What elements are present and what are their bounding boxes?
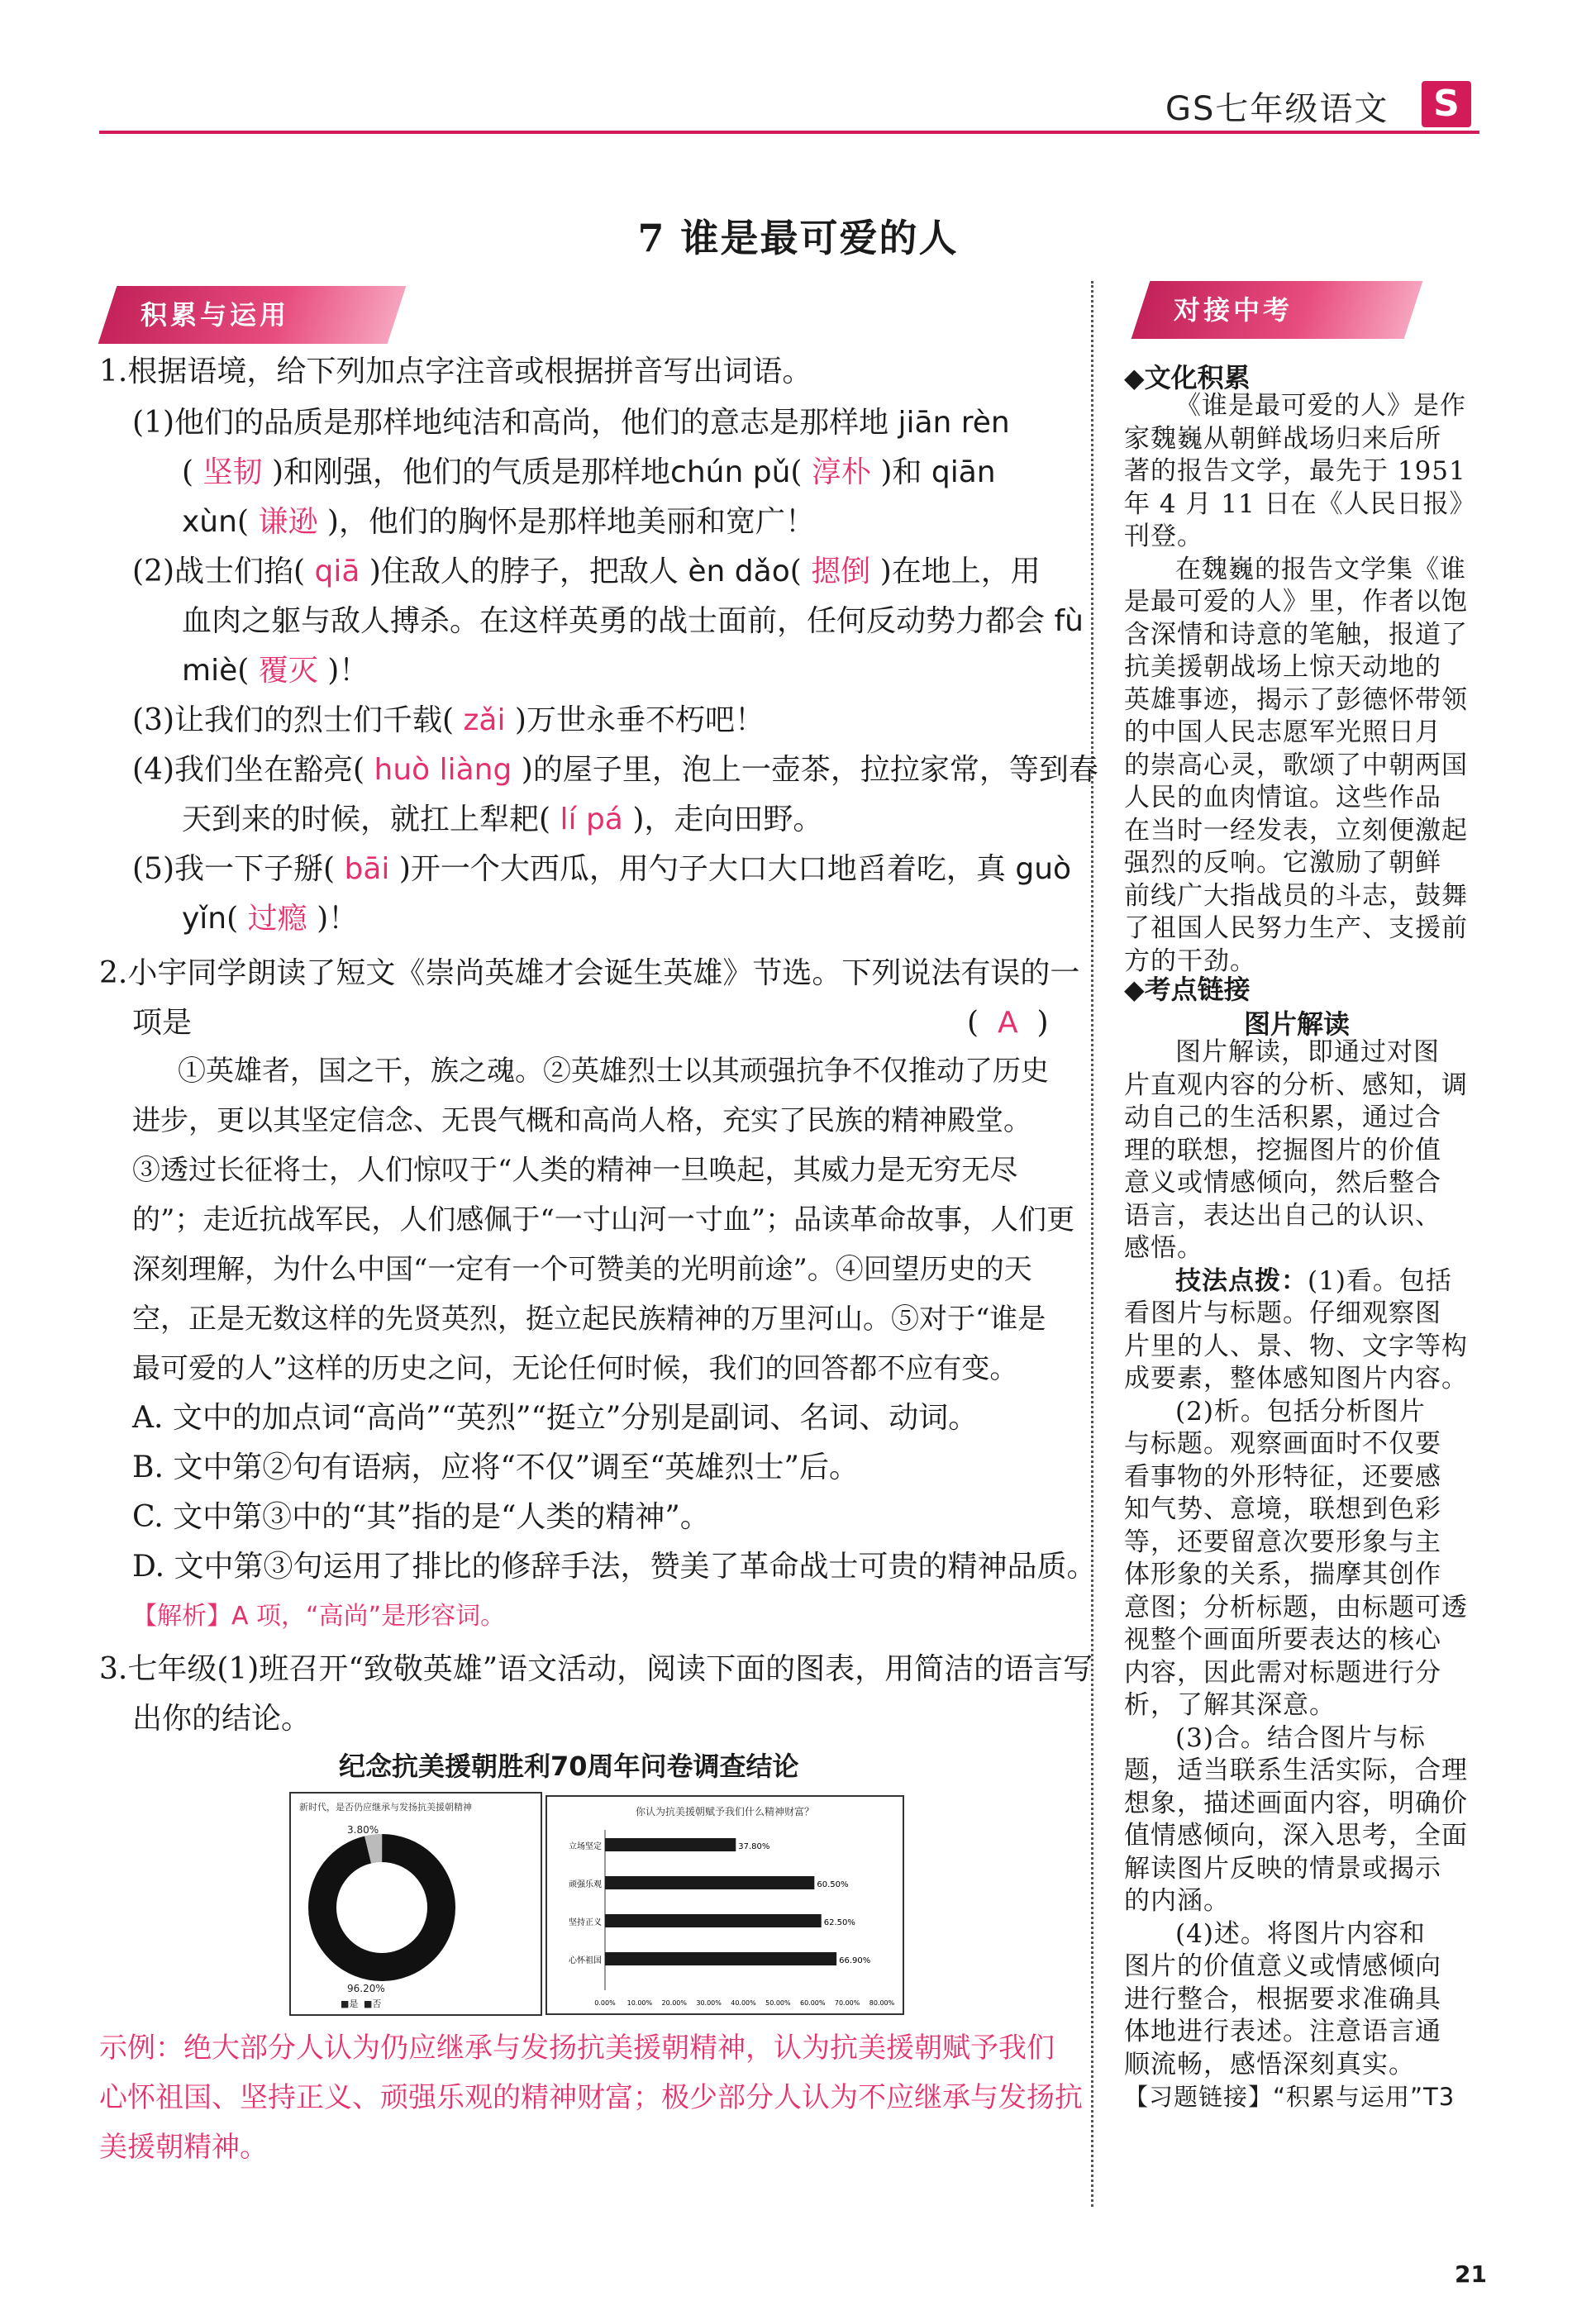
q2-option-c: C. 文中第③中的“其”指的是“人类的精神”。 — [132, 1500, 710, 1534]
bar-chart — [547, 1797, 903, 2013]
donut-chart — [291, 1794, 541, 2014]
bar-x-tick: 10.00% — [626, 1999, 653, 2007]
bar-title: 你认为抗美援朝赋予我们什么精神财富？ — [635, 1806, 815, 1817]
q2-analysis: 【解析】A 项，“高尚”是形容词。 — [132, 1602, 506, 1631]
culture-paragraph: 《谁是最可爱的人》是作 家魏巍从朝鲜战场归来后所 著的报告文学，最先于 1951 年 4 月 11 日在《人民日报》 刊登。 在魏巍的报告文学集《谁 是最可爱的人》里，作者以饱 含深情和诗意的笔触，报道了 抗美援朝战场上惊天动地的 英雄事迹，揭示了彭德怀带领 的中国人民志愿军光照日月 的崇高心灵，歌颂了中朝两国 人民的血肉情谊。这些作品 在当时一经发表，立刻便激起 强烈的反响。它激励了朝鲜 前线广大指战员的斗志，鼓舞 了祖国人民努力生产、支援前 方的干劲。 — [1124, 391, 1476, 976]
q1-item2-line1: (2)战士们掐( qiā )住敌人的脖子，把敌人 èn dǎo( 摁倒 )在地上，用 — [132, 555, 1041, 588]
q1-item1-line2: ( 坚韧 )和刚强，他们的气质是那样地chún pǔ( 淳朴 )和 qiān — [182, 455, 996, 489]
q2-option-d: D. 文中第③句运用了排比的修辞手法，赞美了革命战士可贵的精神品质。 — [132, 1550, 1097, 1584]
bar-category-label: 顽强乐观 — [569, 1880, 602, 1889]
bar-顽强乐观 — [605, 1876, 814, 1889]
q2-option-a: A. 文中的加点词“高尚”“英烈”“挺立”分别是副词、名词、动词。 — [132, 1401, 979, 1435]
donut-slice-是 — [322, 1848, 441, 1967]
q1-item1-line3: xùn( 谦逊 )，他们的胸怀是那样地美丽和宽广！ — [182, 505, 815, 539]
bar-x-tick: 60.00% — [799, 1999, 826, 2007]
q3-stem-line2: 出你的结论。 — [132, 1702, 312, 1736]
donut-label-no: 3.80% — [347, 1824, 379, 1836]
q2-option-b: B. 文中第②句有语病，应将“不仅”调至“英雄烈士”后。 — [132, 1451, 859, 1484]
answer-zai: zǎi — [463, 703, 506, 737]
bar-value-label: 66.90% — [839, 1956, 871, 1965]
picture-reading-paragraph: 图片解读，即通过对图 片直观内容的分析、感知，调 动自己的生活积累，通过合 理的联想，挖掘图片的价值 意义或情感倾向，然后整合 语言，表达出自己的认识、 感悟。 技法点拨：(1)看。包括 看图片与标题。仔细观察图 片里的人、景、物、文字等构 成要素，整体感知图片内容。 (2)析。包括分析图片 与标题。观察画面时不仅要 看事物的外形特征，还要感 知气势、意境，联想到色彩 等，还要留意次要形象与主 体形象的关系，揣摩其创作 意图；分析标题，由标题可透 视整个画面所要表达的核心 内容，因此需对标题进行分 析，了解其深意。 (3)合。结合图片与标 题，适当联系生活实际，合理 想象，描述画面内容，明确价 值情感倾向，深入思考，全面 解读图片反映的情景或揭示 的内涵。 (4)述。将图片内容和 图片的价值意义或情感倾向 进行整合，根据要求准确具 体地进行表述。注意语言通 顺流畅，感悟深刻真实。 【习题链接】“积累与运用”T3 — [1124, 1036, 1468, 2114]
q2-passage-line4: 的”；走近抗战军民，人们感佩于“一寸山河一寸血”；品读革命故事，人们更 — [132, 1203, 1075, 1236]
q3-answer-line2: 心怀祖国、坚持正义、顽强乐观的精神财富；极少部分人认为不应继承与发扬抗 — [99, 2081, 1083, 2114]
bar-value-label: 62.50% — [823, 1918, 855, 1927]
culture-heading: ◆文化积累 — [1124, 362, 1251, 393]
bar-心怀祖国 — [605, 1952, 836, 1965]
q1-item1-line1: (1)他们的品质是那样地纯洁和高尚，他们的意志是那样地 jiān rèn — [132, 406, 1010, 440]
q1-item5-line1: (5)我一下子掰( bāi )开一个大西瓜，用勺子大口大口地舀着吃，真 guò — [132, 852, 1072, 886]
answer-huoliang: huò liàng — [374, 753, 512, 787]
q3-answer-line1: 示例：绝大部分人认为仍应继承与发扬抗美援朝精神，认为抗美援朝赋予我们 — [99, 2032, 1055, 2065]
q2-answer-bracket: ( A ) — [967, 1006, 1049, 1040]
q1-item5-line2: yǐn( 过瘾 )！ — [182, 902, 359, 936]
bar-坚持正义 — [605, 1914, 822, 1927]
q3-answer-line3: 美援朝精神。 — [99, 2131, 268, 2164]
q2-stem-line1: 2.小宇同学朗读了短文《崇尚英雄才会诞生英雄》节选。下列说法有误的一 — [99, 956, 1080, 990]
bar-x-tick: 80.00% — [869, 1999, 895, 2007]
q2-passage-line1: ①英雄者，国之干，族之魂。②英雄烈士以其顽强抗争不仅推动了历史 — [178, 1055, 1049, 1088]
picture-reading-heading: 图片解读 — [1244, 1008, 1351, 1040]
book-title: GS七年级语文 — [1165, 90, 1389, 128]
header-rule — [99, 131, 1479, 134]
bar-value-label: 60.50% — [817, 1880, 849, 1889]
section-banner-accumulation: 积累与运用 — [98, 286, 407, 344]
column-divider — [1091, 281, 1093, 2207]
q2-passage-line6: 空，正是无数这样的先贤英烈，挺立起民族精神的万里河山。⑤对于“谁是 — [132, 1303, 1046, 1336]
chart-caption: 纪念抗美援朝胜利70周年问卷调查结论 — [339, 1751, 799, 1782]
exercise-link: 【习题链接】“积累与运用”T3 — [1124, 2083, 1455, 2111]
bar-x-tick: 70.00% — [834, 1999, 860, 2007]
q2-passage-line2: 进步，更以其坚定信念、无畏气概和高尚人格，充实了民族的精神殿堂。 — [132, 1104, 1031, 1137]
q3-stem-line1: 3.七年级(1)班召开“致敬英雄”语文活动，阅读下面的图表，用简洁的语言写 — [99, 1652, 1093, 1686]
q1-item2-line2: 血肉之躯与敌人搏杀。在这样英勇的战士面前，任何反动势力都会 fù — [182, 604, 1084, 638]
bar-x-tick: 50.00% — [765, 1999, 791, 2007]
donut-legend-no: ■否 — [364, 1998, 382, 2009]
donut-legend-yes: ■是 — [341, 1998, 359, 2009]
publisher-logo: S — [1422, 81, 1471, 127]
bar-x-tick: 30.00% — [696, 1999, 722, 2007]
answer-qianxun: 谦逊 — [258, 505, 318, 539]
answer-guoyin: 过瘾 — [247, 902, 307, 936]
answer-endao: 摁倒 — [811, 555, 871, 588]
q2-answer: A — [997, 1006, 1018, 1040]
q1-item4-line2: 天到来的时候，就扛上犁耙( lí pá )，走向田野。 — [182, 803, 823, 836]
q1-item3: (3)让我们的烈士们千载( zǎi )万世永垂不朽吧！ — [132, 703, 765, 737]
donut-label-yes: 96.20% — [347, 1983, 385, 1994]
q2-passage-line7: 最可爱的人”这样的历史之问，无论任何时候，我们的回答都不应有变。 — [132, 1352, 1018, 1385]
exam-link-heading: ◆考点链接 — [1124, 974, 1251, 1005]
q1-item2-line3: miè( 覆灭 )！ — [182, 654, 369, 688]
q2-passage-line5: 深刻理解，为什么中国“一定有一个可赞美的光明前途”。④回望历史的天 — [132, 1253, 1032, 1286]
section-banner-exam: 对接中考 — [1131, 281, 1423, 339]
answer-lipa: lí pá — [560, 803, 623, 836]
answer-chunpu: 淳朴 — [811, 455, 871, 489]
bar-category-label: 心怀祖国 — [569, 1956, 602, 1965]
answer-fumie: 覆灭 — [258, 654, 318, 688]
q2-passage-line3: ③透过长征将士，人们惊叹于“人类的精神一旦唤起，其威力是无穷无尽 — [132, 1154, 1018, 1187]
answer-jianren: 坚韧 — [202, 455, 263, 489]
page-number: 21 — [1455, 2260, 1487, 2288]
bar-chart-panel — [545, 1795, 904, 2015]
donut-title: 新时代，是否仍应继承与发扬抗美援朝精神 — [299, 1802, 472, 1813]
bar-x-tick: 40.00% — [731, 1999, 756, 2007]
q1-stem: 1.根据语境，给下列加点字注音或根据拼音写出词语。 — [99, 355, 812, 388]
q1-item4-line1: (4)我们坐在豁亮( huò liàng )的屋子里，泡上一壶茶，拉拉家常，等到春 — [132, 753, 1098, 787]
answer-qia: qiā — [314, 555, 360, 588]
lesson-title: 7 谁是最可爱的人 — [637, 216, 959, 260]
bar-立场坚定 — [605, 1838, 736, 1851]
q2-stem-line2: 项是 — [132, 1006, 193, 1040]
bar-x-tick: 0.00% — [594, 1999, 616, 2007]
bar-x-tick: 20.00% — [661, 1999, 688, 2007]
bar-category-label: 立场坚定 — [569, 1842, 602, 1851]
bar-category-label: 坚持正义 — [569, 1918, 602, 1927]
donut-chart-panel — [289, 1792, 542, 2016]
answer-bai: bāi — [344, 852, 390, 886]
bar-value-label: 37.80% — [738, 1842, 770, 1851]
